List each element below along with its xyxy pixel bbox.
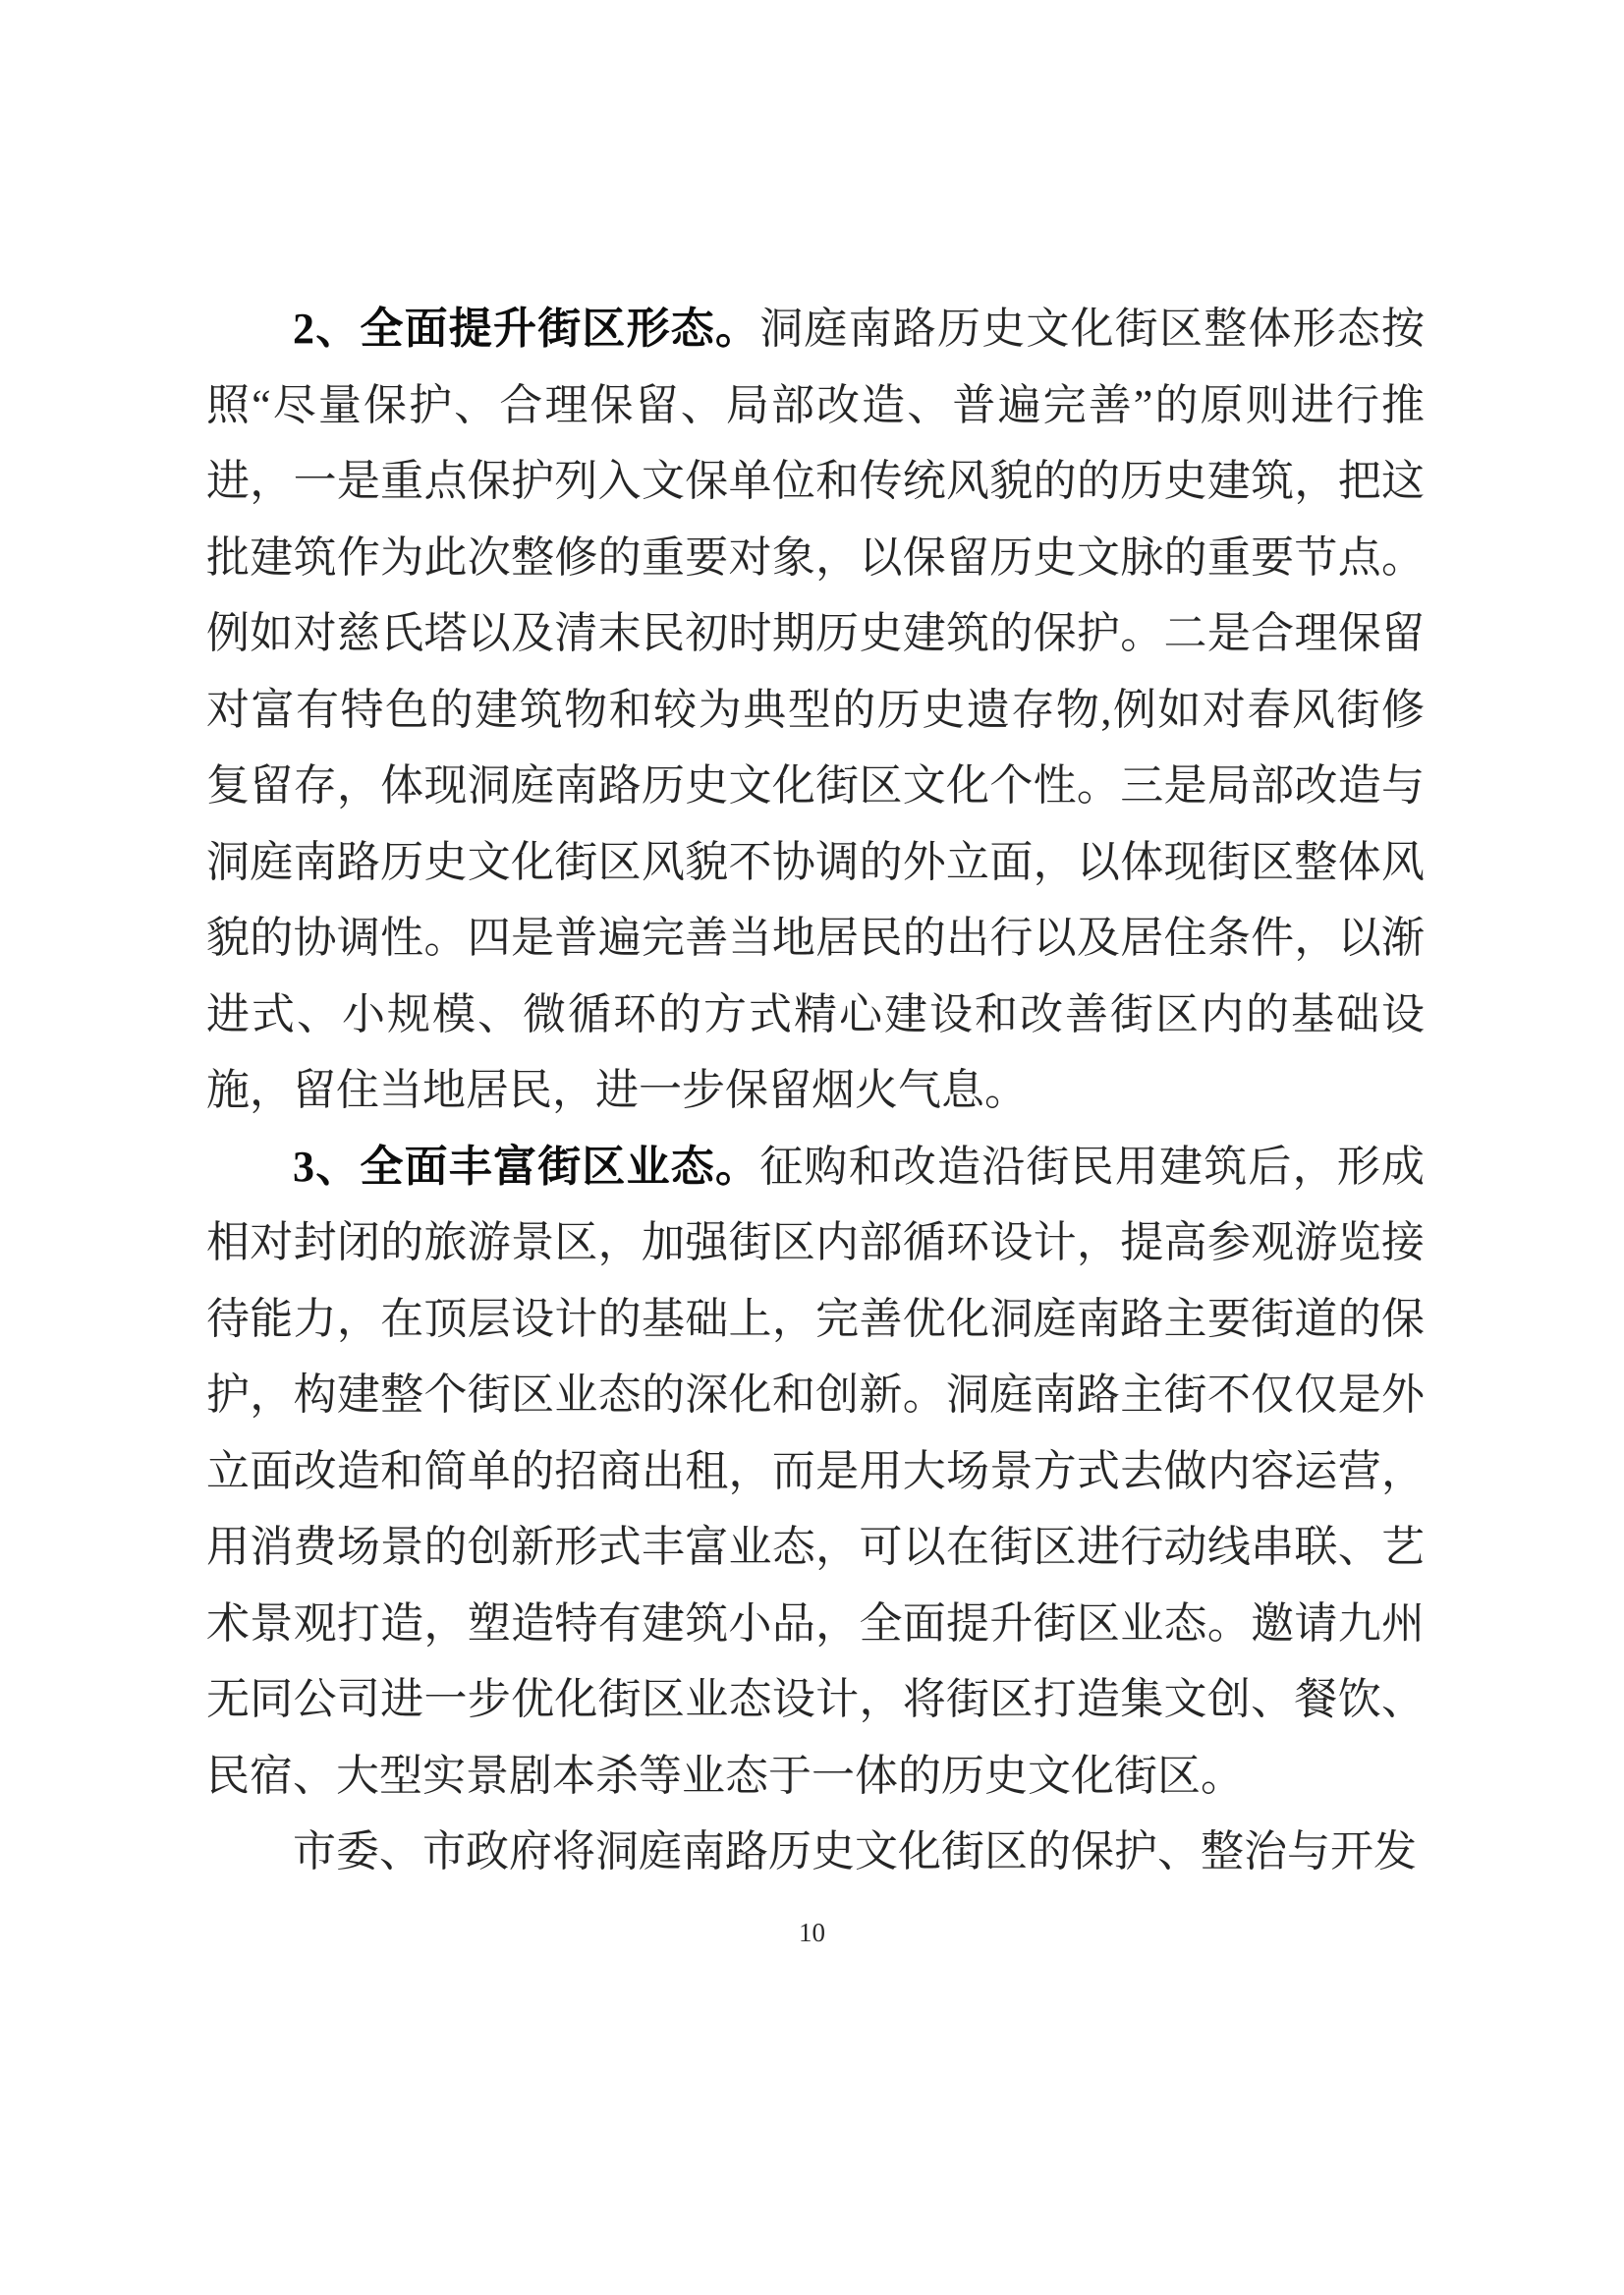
closing-paragraph-text: 市委、市政府将洞庭南路历史文化街区的保护、整治与开发 — [293, 1827, 1417, 1875]
page-number: 10 — [799, 1918, 825, 1947]
section-2-body: 洞庭南路历史文化街区整体形态按照“尽量保护、合理保留、局部改造、普遍完善”的原则进行推进，一是重点保护列入文保单位和传统风貌的的历史建筑，把这批建筑作为此次整修的重要对象，以保留历史文脉的重要节点。例如对慈氏塔以及清末民初时期历史建筑的保护。二是合理保留对富有特色的建筑物和较为典型的历史遗存物,例如对春风街修复留存，体现洞庭南路历史文化街区文化个性。三是局部改造与洞庭南路历史文化街区风貌不协调的外立面，以体现街区整体风貌的协调性。四是普遍完善当地居民的出行以及居住条件，以渐进式、小规模、微循环的方式精心建设和改善街区内的基础设施，留住当地居民，进一步保留烟火气息。 — [206, 305, 1426, 1114]
section-2-heading: 2、全面提升街区形态。 — [293, 305, 760, 353]
paragraph-closing — [206, 1814, 1425, 1890]
section-3-body: 征购和改造沿街民用建筑后，形成相对封闭的旅游景区，加强街区内部循环设计，提高参观游览接待能力，在顶层设计的基础上，完善优化洞庭南路主要街道的保护，构建整个街区业态的深化和创新。洞庭南路主街不仅仅是外立面改造和简单的招商出租，而是用大场景方式去做内容运营，用消费场景的创新形式丰富业态，可以在街区进行动线串联、艺术景观打造，塑造特有建筑小品，全面提升街区业态。邀请九州无同公司进一步优化街区业态设计，将街区打造集文创、餐饮、民宿、大型实景剧本杀等业态于一体的历史文化街区。 — [206, 1142, 1426, 1800]
section-3-heading: 3、全面丰富街区业态。 — [293, 1142, 760, 1191]
paragraph-section-3 — [206, 1129, 1425, 1815]
paragraph-section-2 — [206, 291, 1425, 1129]
document-body-text — [206, 291, 1425, 1890]
